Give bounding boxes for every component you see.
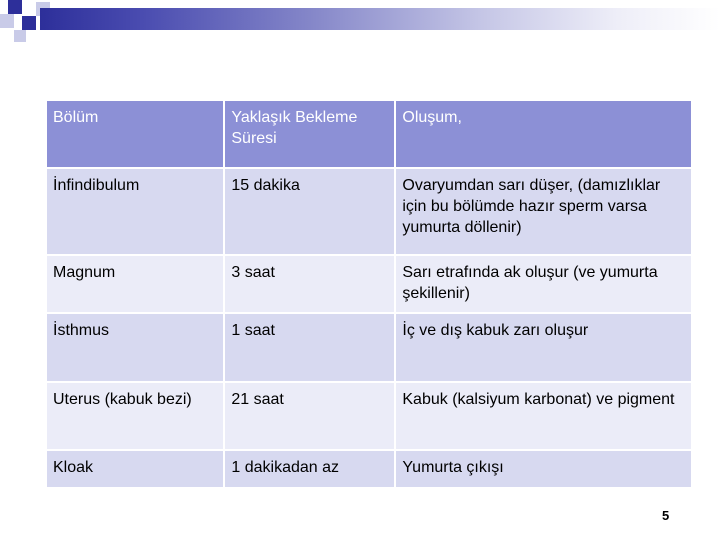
table-cell: İnfindibulum [46, 168, 224, 255]
table-row [46, 450, 692, 488]
deco-square [0, 14, 14, 28]
deco-square [22, 16, 36, 30]
table-cell: Magnum [46, 255, 224, 313]
table-cell: İsthmus [46, 313, 224, 382]
table-cell: Yumurta çıkışı [395, 450, 692, 488]
deco-square [14, 30, 26, 42]
header-cell-formation: Oluşum, [395, 100, 692, 168]
data-table [45, 99, 693, 489]
table-cell: Kabuk (kalsiyum karbonat) ve pigment [395, 382, 692, 450]
table-cell: Kloak [46, 450, 224, 488]
table-cell: Sarı etrafında ak oluşur (ve yumurta şekillenir) [395, 255, 692, 313]
table-cell: 15 dakika [224, 168, 395, 255]
table-cell: Uterus (kabuk bezi) [46, 382, 224, 450]
table-row [46, 168, 692, 255]
table-row [46, 255, 692, 313]
table-row [46, 382, 692, 450]
table-cell: 21 saat [224, 382, 395, 450]
table-cell: 1 dakikadan az [224, 450, 395, 488]
table-cell: 3 saat [224, 255, 395, 313]
header-gradient-bar [40, 8, 720, 30]
deco-square [8, 0, 22, 14]
page-number: 5 [662, 508, 670, 523]
table-cell: 1 saat [224, 313, 395, 382]
egg-formation-table [45, 99, 693, 489]
table-cell: İç ve dış kabuk zarı oluşur [395, 313, 692, 382]
table-cell: Ovaryumdan sarı düşer, (damızlıklar için bu bölümde hazır sperm varsa yumurta döllenir) [395, 168, 692, 255]
table-row [46, 313, 692, 382]
header-cell-duration: Yaklaşık Bekleme Süresi [224, 100, 395, 168]
table-header-row [46, 100, 692, 168]
header-cell-section: Bölüm [46, 100, 224, 168]
